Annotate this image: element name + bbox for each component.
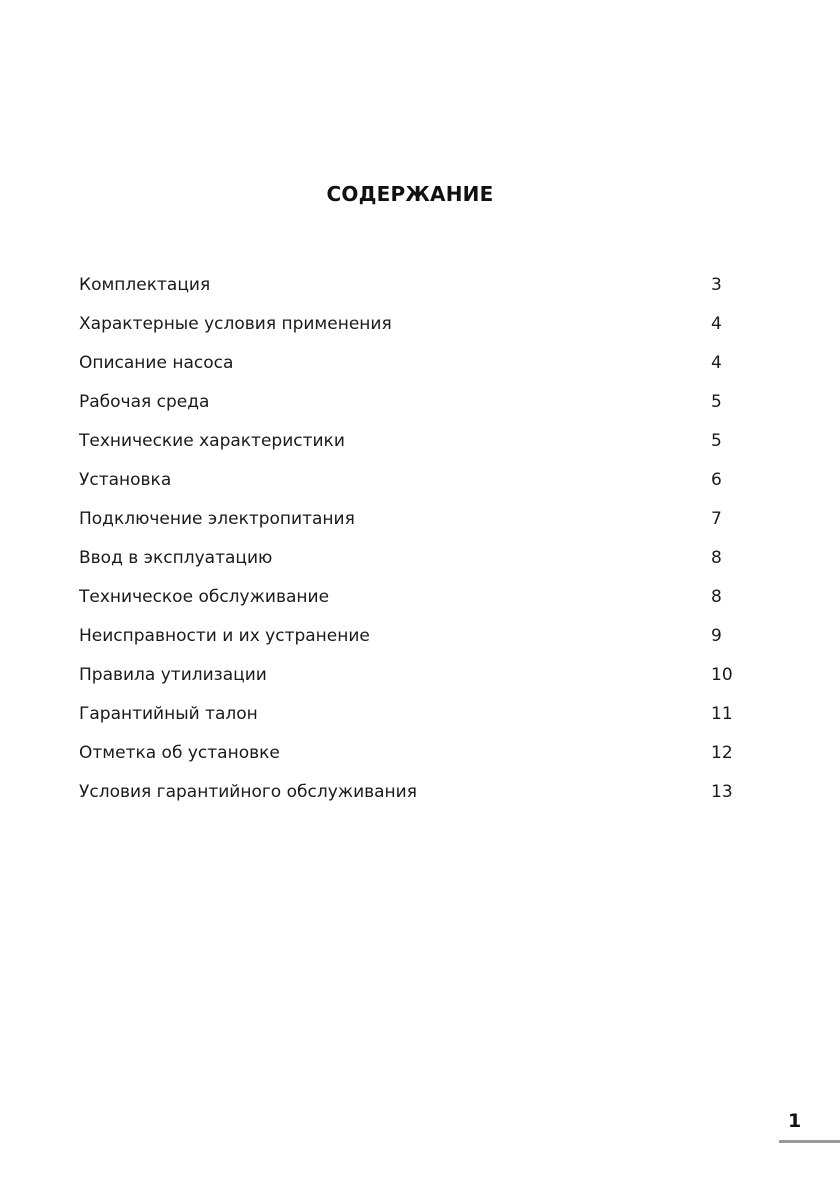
- toc-entry[interactable]: [79, 273, 739, 312]
- toc-entry[interactable]: [79, 390, 739, 429]
- toc-entry-title: Подключение электропитания: [79, 509, 355, 529]
- toc-entry[interactable]: [79, 741, 739, 780]
- toc-entry-title: Отметка об установке: [79, 743, 280, 763]
- toc-entry[interactable]: [79, 702, 739, 741]
- toc-entry-page: 4: [711, 314, 722, 334]
- toc-entry-title: Характерные условия применения: [79, 314, 392, 334]
- toc-entry-title: Описание насоса: [79, 353, 234, 373]
- toc-entry-page: 13: [711, 782, 733, 802]
- toc-entry[interactable]: [79, 780, 739, 819]
- toc-entry[interactable]: [79, 429, 739, 468]
- toc-entry-page: 9: [711, 626, 722, 646]
- page-number-underline: [779, 1140, 840, 1143]
- toc-entry-page: 8: [711, 587, 722, 607]
- page-title: СОДЕРЖАНИЕ: [326, 182, 494, 206]
- toc-entry[interactable]: [79, 351, 739, 390]
- toc-entry-title: Ввод в эксплуатацию: [79, 548, 273, 568]
- toc-entry-title: Установка: [79, 470, 172, 490]
- toc-entry-title: Комплектация: [79, 275, 211, 295]
- toc-entry-title: Условия гарантийного обслуживания: [79, 782, 417, 802]
- toc-entry-page: 11: [711, 704, 733, 724]
- toc-entry-title: Гарантийный талон: [79, 704, 258, 724]
- toc-entry[interactable]: [79, 624, 739, 663]
- toc-entry-page: 5: [711, 392, 722, 412]
- toc-entry[interactable]: [79, 312, 739, 351]
- toc-entry-page: 6: [711, 470, 722, 490]
- toc-entry-page: 5: [711, 431, 722, 451]
- toc-entry-title: Правила утилизации: [79, 665, 267, 685]
- toc-entry[interactable]: [79, 507, 739, 546]
- toc-entry-page: 10: [711, 665, 733, 685]
- toc-entry[interactable]: [79, 468, 739, 507]
- toc-entry-page: 4: [711, 353, 722, 373]
- toc-entry-page: 7: [711, 509, 722, 529]
- toc-entry[interactable]: [79, 546, 739, 585]
- toc-entry-title: Техническое обслуживание: [79, 587, 330, 607]
- toc-entry-title: Неисправности и их устранение: [79, 626, 370, 646]
- toc-entry-title: Технические характеристики: [79, 431, 345, 451]
- toc-entry-title: Рабочая среда: [79, 392, 210, 412]
- table-of-contents: [79, 273, 739, 819]
- toc-entry-page: 3: [711, 275, 722, 295]
- toc-entry-page: 8: [711, 548, 722, 568]
- toc-entry[interactable]: [79, 585, 739, 624]
- toc-entry-page: 12: [711, 743, 733, 763]
- toc-entry[interactable]: [79, 663, 739, 702]
- page-number: 1: [788, 1110, 802, 1132]
